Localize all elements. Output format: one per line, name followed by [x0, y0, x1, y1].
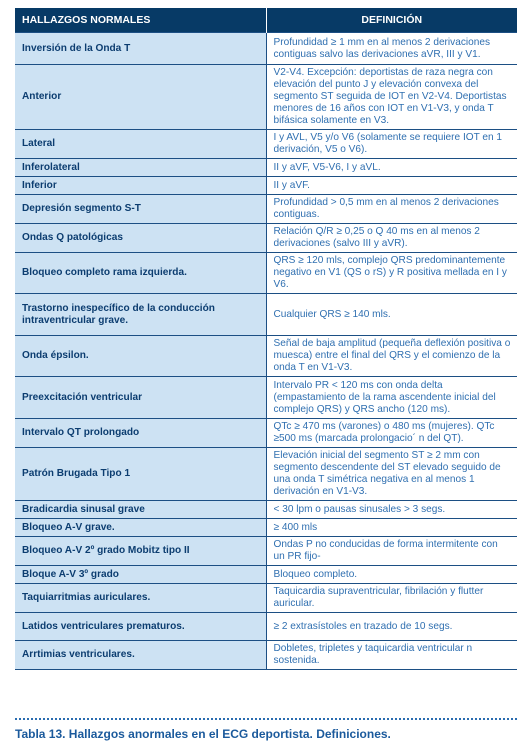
caption-divider — [15, 718, 517, 720]
finding-term: Anterior — [15, 65, 266, 130]
table-row — [15, 501, 517, 519]
finding-term: Ondas Q patológicas — [15, 224, 266, 253]
finding-term: Bloqueo completo rama izquierda. — [15, 253, 266, 294]
table-row — [15, 584, 517, 613]
finding-definition: II y aVF. — [266, 177, 517, 195]
finding-definition: Profundidad ≥ 1 mm en al menos 2 derivaciones contiguas salvo las derivaciones aVR, III y V1. — [266, 33, 517, 65]
finding-term: Bloque A-V 3º grado — [15, 566, 266, 584]
table-row — [15, 294, 517, 336]
finding-term: Intervalo QT prolongado — [15, 419, 266, 448]
header-definition: DEFINICIÓN — [266, 8, 517, 33]
finding-definition: Profundidad > 0,5 mm en al menos 2 derivaciones contiguas. — [266, 195, 517, 224]
finding-definition: QTc ≥ 470 ms (varones) o 480 ms (mujeres). QTc ≥500 ms (marcada prolongacio´ n del QT). — [266, 419, 517, 448]
finding-definition: Elevación inicial del segmento ST ≥ 2 mm con segmento descendente del ST elevado seguido de una onda T simétrica negativa en al menos 1 derivación en V1-V3. — [266, 448, 517, 501]
finding-term: Patrón Brugada Tipo 1 — [15, 448, 266, 501]
table-row — [15, 253, 517, 294]
finding-definition: < 30 lpm o pausas sinusales > 3 segs. — [266, 501, 517, 519]
finding-definition: QRS ≥ 120 mls, complejo QRS predominantemente negativo en V1 (QS o rS) y R positiva mellada en I y V6. — [266, 253, 517, 294]
finding-definition: Señal de baja amplitud (pequeña deflexión positiva o muesca) entre el final del QRS y el comienzo de la onda T en V1-V3. — [266, 336, 517, 377]
finding-term: Bloqueo A-V 2º grado Mobitz tipo II — [15, 537, 266, 566]
table-row — [15, 377, 517, 419]
finding-term: Bloqueo A-V grave. — [15, 519, 266, 537]
table-row — [15, 519, 517, 537]
finding-definition: II y aVF, V5-V6, I y aVL. — [266, 159, 517, 177]
table-row — [15, 448, 517, 501]
table-row — [15, 537, 517, 566]
finding-definition: Dobletes, tripletes y taquicardia ventricular n sostenida. — [266, 641, 517, 670]
finding-definition: Bloqueo completo. — [266, 566, 517, 584]
finding-definition: Intervalo PR < 120 ms con onda delta (empastamiento de la rama ascendente inicial del complejo QRS) y QRS ancho (120 ms). — [266, 377, 517, 419]
table-header-row — [15, 8, 517, 33]
finding-definition: I y AVL, V5 y/o V6 (solamente se requiere IOT en 1 derivación, V5 o V6). — [266, 130, 517, 159]
finding-term: Depresión segmento S-T — [15, 195, 266, 224]
table-row — [15, 177, 517, 195]
finding-definition: Taquicardia supraventricular, fibrilación y flutter auricular. — [266, 584, 517, 613]
finding-definition: ≥ 400 mls — [266, 519, 517, 537]
finding-term: Preexcitación ventricular — [15, 377, 266, 419]
table-row — [15, 65, 517, 130]
finding-term: Inferior — [15, 177, 266, 195]
finding-term: Arrtimias ventriculares. — [15, 641, 266, 670]
table-row — [15, 419, 517, 448]
finding-term: Trastorno inespecífico de la conducción intraventricular grave. — [15, 294, 266, 336]
finding-definition: Relación Q/R ≥ 0,25 o Q 40 ms en al menos 2 derivaciones (salvo III y aVR). — [266, 224, 517, 253]
finding-term: Onda épsilon. — [15, 336, 266, 377]
finding-definition: V2-V4. Excepción: deportistas de raza negra con elevación del punto J y elevación convexa del segmento ST seguida de IOT en V2-V4. Deportistas menores de 16 años con IOT en V1-V3, y onda T bifásica solamente en V3. — [266, 65, 517, 130]
table-row — [15, 641, 517, 670]
ecg-findings-table — [15, 8, 517, 670]
header-findings: HALLAZGOS NORMALES — [15, 8, 266, 33]
table-row — [15, 224, 517, 253]
finding-term: Latidos ventriculares prematuros. — [15, 613, 266, 641]
table-row — [15, 613, 517, 641]
table-row — [15, 195, 517, 224]
finding-definition: ≥ 2 extrasístoles en trazado de 10 segs. — [266, 613, 517, 641]
table-row — [15, 130, 517, 159]
finding-definition: Cualquier QRS ≥ 140 mls. — [266, 294, 517, 336]
table-row — [15, 566, 517, 584]
finding-term: Bradicardia sinusal grave — [15, 501, 266, 519]
table-row — [15, 33, 517, 65]
table-row — [15, 159, 517, 177]
table-row — [15, 336, 517, 377]
finding-term: Inversión de la Onda T — [15, 33, 266, 65]
finding-term: Lateral — [15, 130, 266, 159]
finding-term: Inferolateral — [15, 159, 266, 177]
finding-term: Taquiarritmias auriculares. — [15, 584, 266, 613]
table-caption: Tabla 13. Hallazgos anormales en el ECG deportista. Definiciones. — [15, 727, 391, 741]
finding-definition: Ondas P no conducidas de forma intermitente con un PR fijo- — [266, 537, 517, 566]
